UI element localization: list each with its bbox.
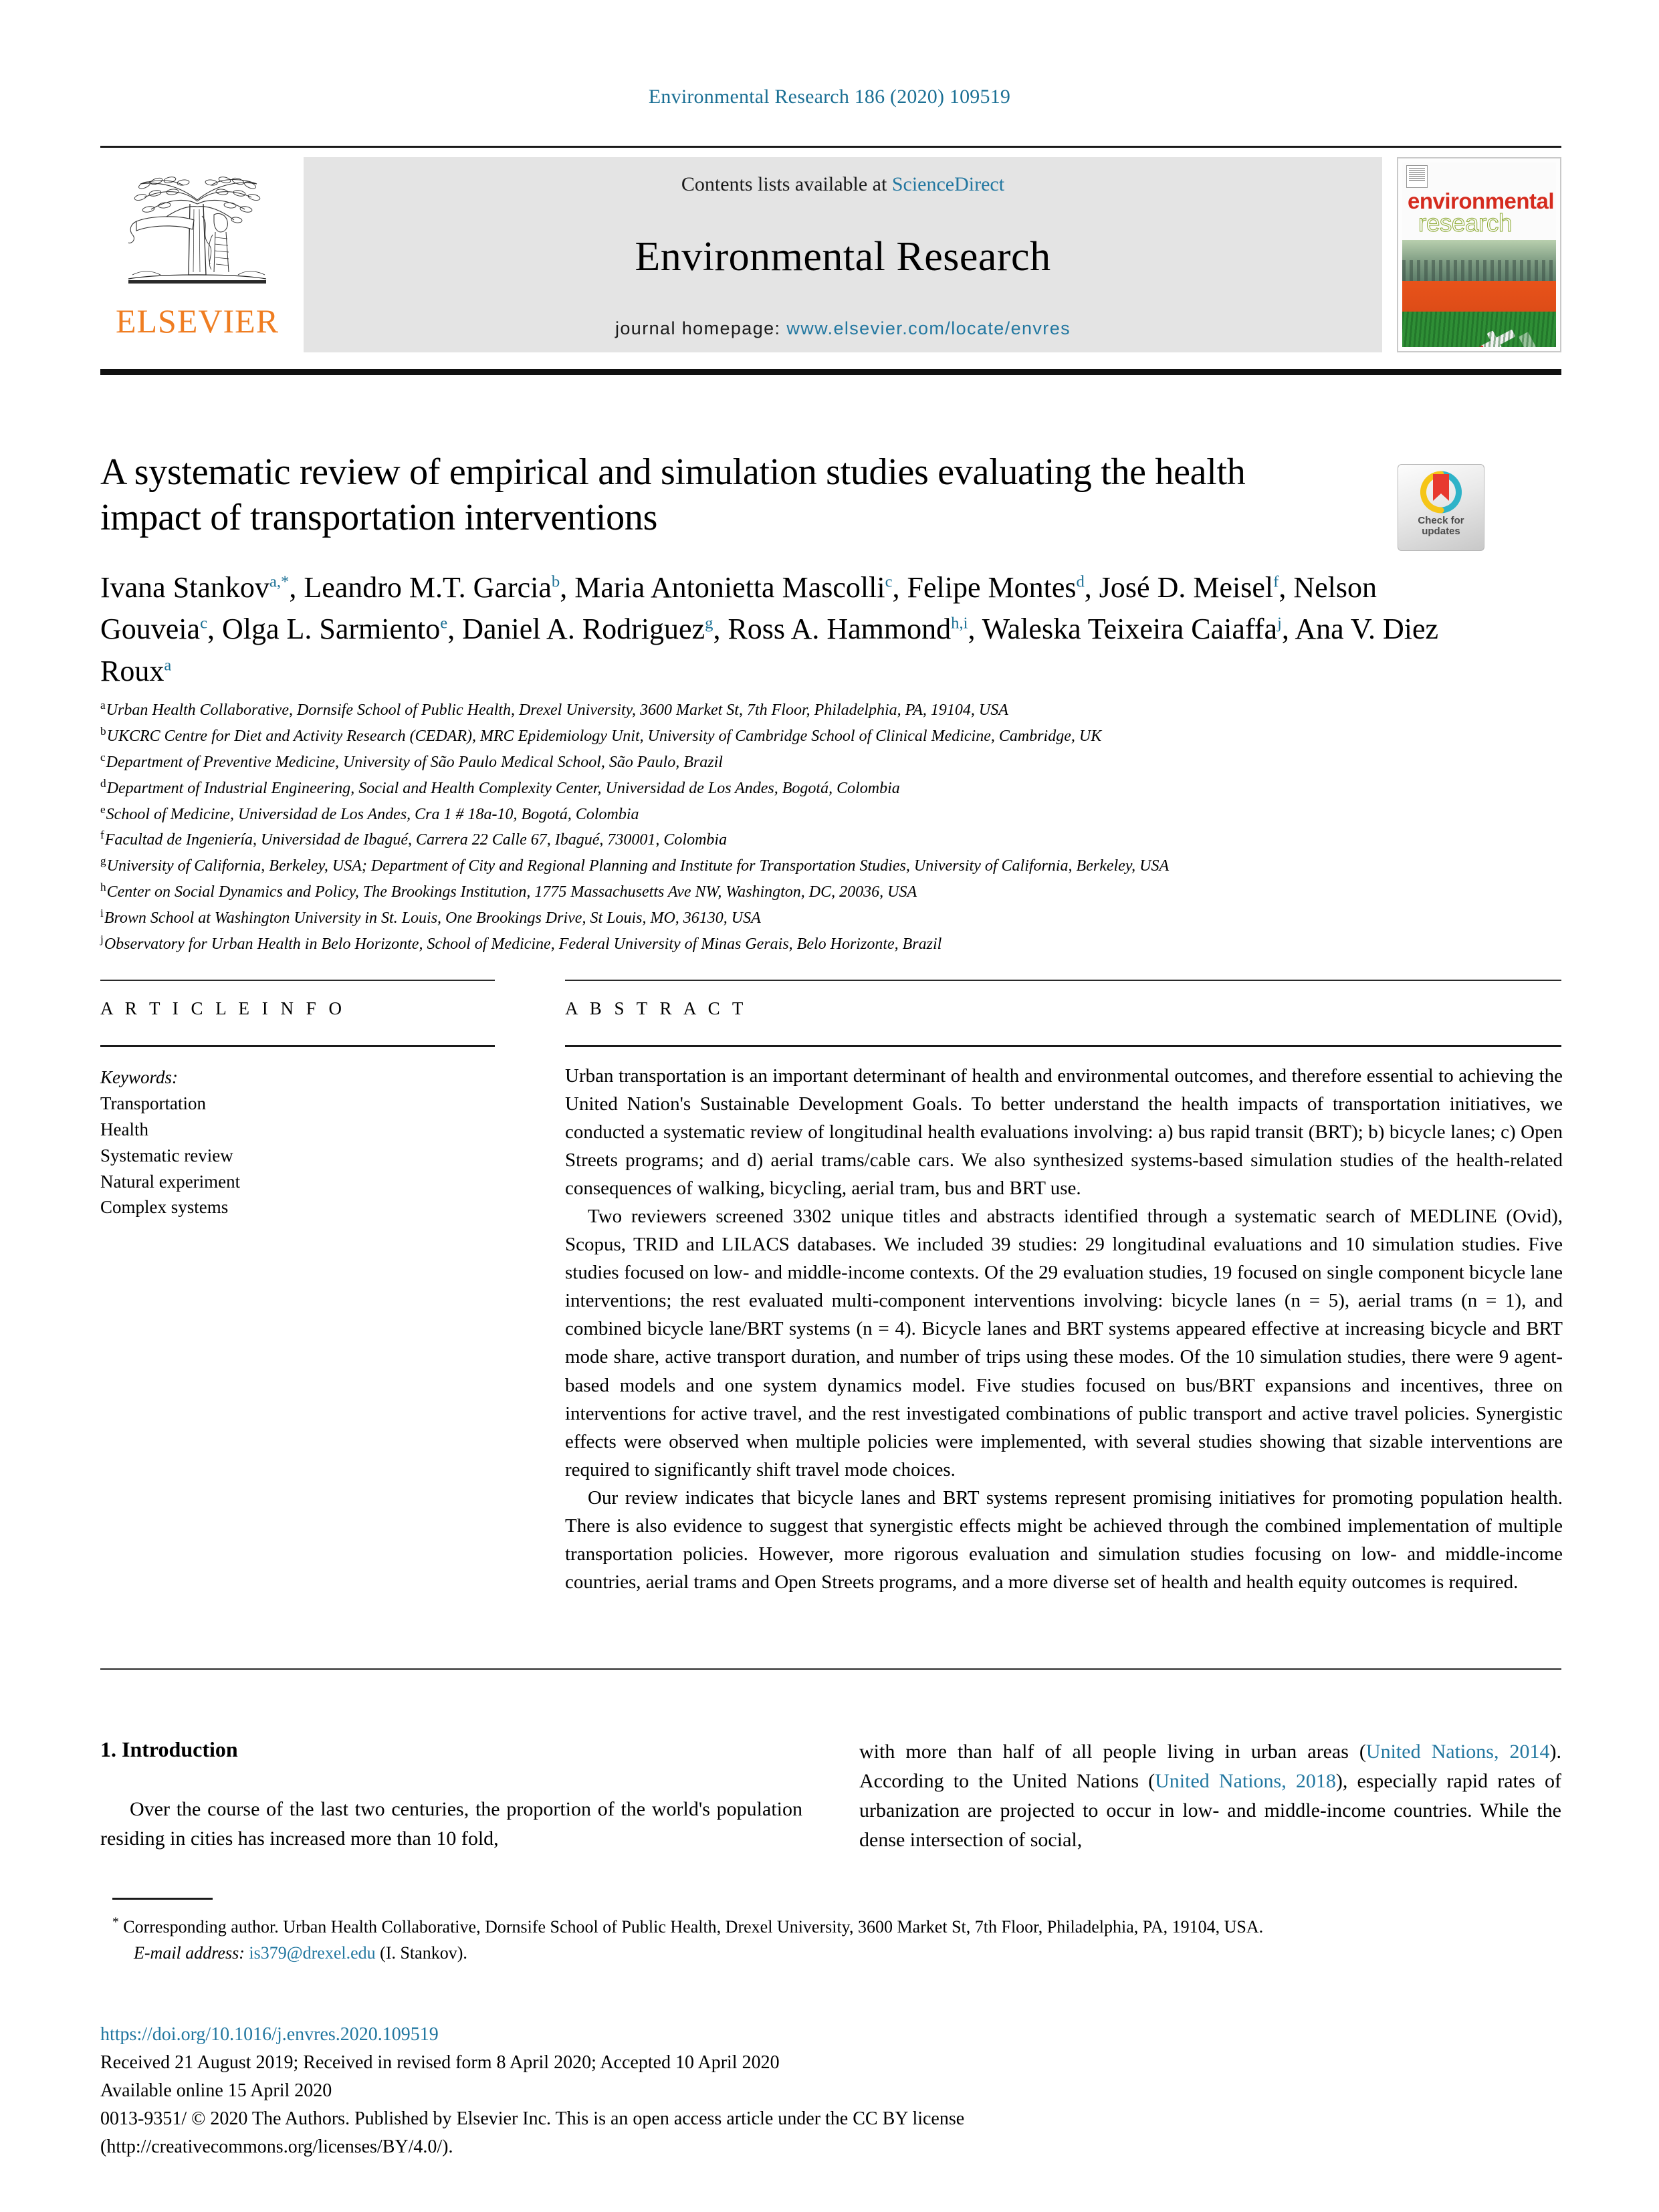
crossmark-icon xyxy=(1416,470,1466,514)
article-info-top-rule xyxy=(100,980,495,981)
email-label: E-mail address: xyxy=(134,1943,245,1963)
cover-artwork xyxy=(1402,240,1556,347)
crossmark-badge[interactable] xyxy=(1398,464,1484,551)
cover-runway xyxy=(1519,332,1556,347)
journal-homepage-line xyxy=(615,318,1071,339)
email-link[interactable]: is379@drexel.edu xyxy=(249,1943,376,1963)
sciencedirect-link[interactable]: ScienceDirect xyxy=(891,173,1005,195)
affiliation-marker: b xyxy=(100,724,106,738)
affiliation-item xyxy=(100,827,1505,853)
elsevier-logo xyxy=(100,157,294,352)
affiliation-text: Facultad de Ingeniería, Universidad de Ibagué, Carrera 22 Calle 67, Ibagué, 730001, Colombia xyxy=(104,831,728,849)
keyword-item: Systematic review xyxy=(100,1145,233,1166)
footnote-rule xyxy=(112,1898,213,1900)
affiliation-marker: c xyxy=(100,750,106,764)
masthead-bottom-rule xyxy=(100,369,1561,375)
body-paragraph-right: with more than half of all people living in urban areas (United Nations, 2014). According to the United Nations (United Nations, 2018), especially rapid rates of urbanization are projected to occur in low- and middle-income countries. While the dense intersection of social, xyxy=(859,1741,1561,1852)
cover-band-orange xyxy=(1402,281,1556,312)
abstract-heading: A B S T R A C T xyxy=(565,998,748,1018)
keyword-item: Transportation xyxy=(100,1093,207,1113)
affiliation-text: UKCRC Centre for Diet and Activity Research (CEDAR), MRC Epidemiology Unit, University of Cambridge School of Clinical Medicine, Cambridge, UK xyxy=(106,727,1102,745)
copyright-line: 0013-9351/ © 2020 The Authors. Published by Elsevier Inc. This is an open access article under the CC BY license xyxy=(100,2108,965,2129)
affiliation-marker: j xyxy=(100,932,104,946)
affiliation-text: Department of Preventive Medicine, University of São Paulo Medical School, São Paulo, Brazil xyxy=(106,753,723,771)
affiliation-item xyxy=(100,697,1505,724)
abstract-under-rule xyxy=(565,1045,1561,1047)
abstract-bottom-rule xyxy=(100,1668,1561,1670)
affiliation-item xyxy=(100,905,1505,931)
cover-plane-icon xyxy=(1479,330,1516,347)
keyword-item: Complex systems xyxy=(100,1197,229,1218)
cover-title-research: research xyxy=(1418,209,1512,237)
journal-masthead xyxy=(100,146,1561,352)
masthead-top-rule xyxy=(100,146,1561,148)
body-column-left xyxy=(100,1795,802,1854)
journal-homepage-link[interactable]: www.elsevier.com/locate/envres xyxy=(786,318,1071,338)
title-block xyxy=(100,449,1344,541)
body-column-right xyxy=(859,1737,1561,1855)
abstract-paragraph: Two reviewers screened 3302 unique titles and abstracts identified through a systematic search of MEDLINE (Ovid), Scopus, TRID and LILACS databases. We included 39 studies: 29 longitudinal evaluations and 10 simulation studies. Five studies focused on low- and middle-income contexts. Of the 29 evaluation studies, 19 focused on single component bicycle lane interventions; the rest evaluated multi-component interventions involving: bicycle lanes (n = 5), aerial trams (n = 1), and combined bicycle lane/BRT systems (n = 4). Bicycle lanes and BRT systems appeared effective at increasing bicycle and BRT mode share, active transport duration, and number of trips using these modes. Of the 10 simulation studies, there were 9 agent-based models and one system dynamics model. Five studies focused on bus/BRT expansions and incentives, three on interventions for active travel, and the rest investigated combinations of public transport and active travel policies. Synergistic effects were observed when multiple policies were implemented, with several studies showing that sizable interventions are required to significantly shift travel mode choices. xyxy=(565,1206,1563,1480)
cover-title-environmental: environmental xyxy=(1408,189,1555,213)
cover-band-cityscape xyxy=(1402,240,1556,281)
affiliation-item xyxy=(100,931,1505,958)
affiliation-marker: f xyxy=(100,828,104,842)
elsevier-tree-icon xyxy=(114,160,281,306)
section-heading-introduction: 1. Introduction xyxy=(100,1737,238,1761)
corresponding-author-note xyxy=(112,1914,1563,1966)
journal-title: Environmental Research xyxy=(635,234,1051,280)
journal-banner xyxy=(304,157,1382,352)
crossmark-label-line1: Check for xyxy=(1418,515,1464,526)
keyword-item: Natural experiment xyxy=(100,1171,241,1192)
publication-info-block xyxy=(100,2021,1551,2161)
keywords-items xyxy=(100,1091,502,1220)
available-online: Available online 15 April 2020 xyxy=(100,2080,332,2101)
received-dates: Received 21 August 2019; Received in revised form 8 April 2020; Accepted 10 April 2020 xyxy=(100,2052,780,2073)
affiliation-text: School of Medicine, Universidad de Los Andes, Cra 1 # 18a-10, Bogotá, Colombia xyxy=(106,805,639,823)
abstract-paragraph: Our review indicates that bicycle lanes and BRT systems represent promising initiatives for promoting population health. There is also evidence to suggest that synergistic effects might be achieved through the combined implementation of multiple transportation policies. However, more rigorous evaluation and simulation studies focusing on low- and middle-income countries, aerial trams and Open Streets programs, and a more diverse set of health and health equity outcomes is required. xyxy=(565,1486,1563,1593)
cover-band-field xyxy=(1402,312,1556,347)
keywords-block xyxy=(100,1065,502,1220)
doi-link[interactable]: https://doi.org/10.1016/j.envres.2020.109519 xyxy=(100,2024,439,2045)
journal-homepage-label: journal homepage: xyxy=(615,318,787,338)
affiliation-text: Department of Industrial Engineering, Social and Health Complexity Center, Universidad de Los Andes, Bogotá, Colombia xyxy=(106,779,900,797)
footnote-star-marker: * xyxy=(112,1915,119,1930)
abstract-top-rule xyxy=(565,980,1561,981)
elsevier-wordmark: ELSEVIER xyxy=(115,302,280,340)
email-line xyxy=(134,1940,1563,1966)
page-title: A systematic review of empirical and simulation studies evaluating the health impact of transportation interventions xyxy=(100,451,1246,539)
affiliation-item xyxy=(100,776,1505,802)
affiliation-marker: a xyxy=(100,699,106,711)
keyword-item: Health xyxy=(100,1119,148,1139)
email-owner: (I. Stankov). xyxy=(380,1943,467,1963)
affiliation-marker: e xyxy=(100,802,106,816)
affiliation-text: Observatory for Urban Health in Belo Horizonte, School of Medicine, Federal University of Minas Gerais, Belo Horizonte, Brazil xyxy=(104,935,942,953)
article-info-under-rule xyxy=(100,1045,495,1047)
affiliation-item xyxy=(100,853,1505,879)
contents-lists-line xyxy=(681,173,1004,196)
keywords-label: Keywords: xyxy=(100,1067,178,1087)
affiliation-marker: h xyxy=(100,881,106,894)
author-list: Ivana Stankov$^{a,*}$, Leandro M.T. Garcia$^b$, Maria Antonietta Mascolli$^c$, Felipe Montes$^d$, José D. Meisel$^f$, Nelson Gouveia$^c$, Olga L. Sarmiento$^e$, Daniel A. Rodriguez$^g$, Ross A. Hammond$^{h,i}$, Waleska Teixeira Caiaffa$^j$, Ana V. Diez Roux$^a$ xyxy=(100,571,1439,687)
affiliation-marker: i xyxy=(100,907,104,919)
body-paragraph-left: Over the course of the last two centuries, the proportion of the world's population residing in cities has increased more than 10 fold, xyxy=(100,1798,802,1850)
abstract-body xyxy=(565,1062,1563,1596)
affiliation-item xyxy=(100,724,1505,750)
affiliation-list xyxy=(100,697,1505,958)
license-url: (http://creativecommons.org/licenses/BY/4.0/). xyxy=(100,2136,453,2157)
affiliation-item xyxy=(100,802,1505,828)
affiliation-marker: g xyxy=(100,855,106,868)
contents-lists-label: Contents lists available at xyxy=(681,173,892,195)
corresponding-author-text: Corresponding author. Urban Health Collaborative, Dornsife School of Public Health, Drexel University, 3600 Market St, 7th Floor, Philadelphia, PA, 19104, USA. xyxy=(123,1917,1264,1937)
affiliation-marker: d xyxy=(100,776,106,790)
affiliation-text: Urban Health Collaborative, Dornsife School of Public Health, Drexel University, 3600 Market St, 7th Floor, Philadelphia, PA, 19104, USA xyxy=(106,701,1008,719)
abstract-paragraph: Urban transportation is an important determinant of health and environmental outcomes, and therefore essential to achieving the United Nation's Sustainable Development Goals. To better understand the health impacts of transportation initiatives, we conducted a systematic review of longitudinal health evaluations involving: a) bus rapid transit (BRT); b) bicycle lanes; c) Open Streets programs; and d) aerial trams/cable cars. We also synthesized systems-based simulation studies of the health-related consequences of walking, bicycling, aerial tram, bus and BRT use. xyxy=(565,1065,1563,1200)
affiliation-item xyxy=(100,879,1505,905)
running-head: Environmental Research 186 (2020) 109519 xyxy=(648,86,1011,108)
affiliation-text: University of California, Berkeley, USA; Department of City and Regional Planning and Institute for Transportation Studies, University of California, Berkeley, USA xyxy=(106,857,1170,875)
cover-elsevier-mark-icon xyxy=(1406,165,1428,188)
affiliation-text: Brown School at Washington University in St. Louis, One Brookings Drive, St Louis, MO, 36130, USA xyxy=(104,909,761,927)
crossmark-label-line2: updates xyxy=(1422,525,1460,537)
journal-cover-thumbnail xyxy=(1397,157,1561,352)
affiliation-item xyxy=(100,750,1505,776)
affiliation-text: Center on Social Dynamics and Policy, The Brookings Institution, 1775 Massachusetts Ave NW, Washington, DC, 20036, USA xyxy=(106,883,917,901)
article-info-heading: A R T I C L E I N F O xyxy=(100,998,346,1018)
